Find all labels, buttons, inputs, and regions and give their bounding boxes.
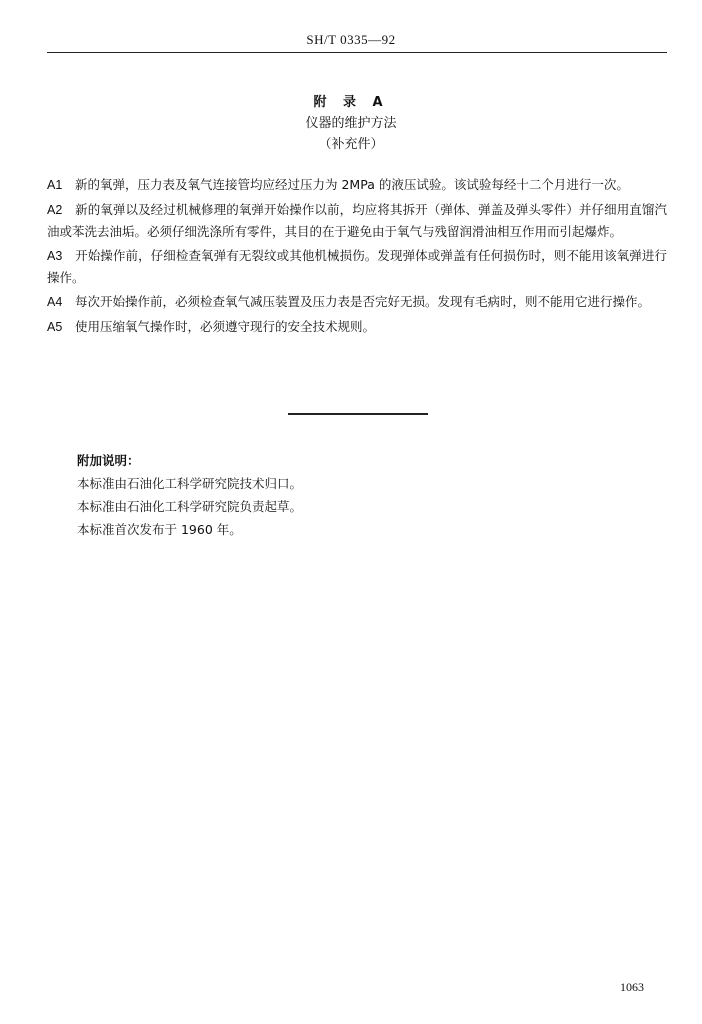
notes-heading: 附加说明： xyxy=(77,453,140,468)
clause-text: 使用压缩氧气操作时，必须遵守现行的安全技术规则。 xyxy=(75,319,376,334)
standard-code: SH/T 0335—92 xyxy=(306,32,396,47)
appendix-title: 附 录 A xyxy=(313,95,389,110)
header-divider xyxy=(47,52,667,53)
clause-a2 xyxy=(47,199,667,242)
clause-text: 开始操作前，仔细检查氧弹有无裂纹或其他机械损伤。发现弹体或弹盖有任何损伤时，则不能用该氧弹进行操作。 xyxy=(47,248,667,285)
page-number: 1063 xyxy=(620,980,644,994)
clause-text: 新的氧弹以及经过机械修理的氧弹开始操作以前，均应将其拆开（弹体、弹盖及弹头零件）并仔细用直馏汽油或苯洗去油垢。必须仔细洗涤所有零件，其目的在于避免由于氧气与残留润滑油相互作用而引起爆炸。 xyxy=(47,202,667,239)
appendix-note: （补充件） xyxy=(318,137,384,152)
clause-number: A5 xyxy=(47,320,63,334)
clause-number: A1 xyxy=(47,178,63,192)
clause-number: A4 xyxy=(47,295,63,309)
clause-text: 每次开始操作前，必须检查氧气减压装置及压力表是否完好无损。发现有毛病时，则不能用它进行操作。 xyxy=(75,294,651,309)
clause-text: 新的氧弹，压力表及氧气连接管均应经过压力为 2MPa 的液压试验。该试验每经十二个月进行一次。 xyxy=(75,177,629,192)
end-divider xyxy=(288,413,428,415)
clause-a1 xyxy=(47,174,667,196)
clause-a5 xyxy=(47,316,667,338)
notes-line: 本标准由石油化工科学研究院技术归口。 xyxy=(77,476,303,491)
clause-a3 xyxy=(47,245,667,288)
appendix-subtitle: 仪器的维护方法 xyxy=(305,116,397,131)
clause-a4 xyxy=(47,291,667,313)
clause-number: A2 xyxy=(47,203,63,217)
additional-notes xyxy=(77,449,637,541)
clause-number: A3 xyxy=(47,249,63,263)
notes-line: 本标准由石油化工科学研究院负责起草。 xyxy=(77,499,303,514)
notes-line: 本标准首次发布于 1960 年。 xyxy=(77,522,242,537)
clause-list xyxy=(47,174,667,341)
